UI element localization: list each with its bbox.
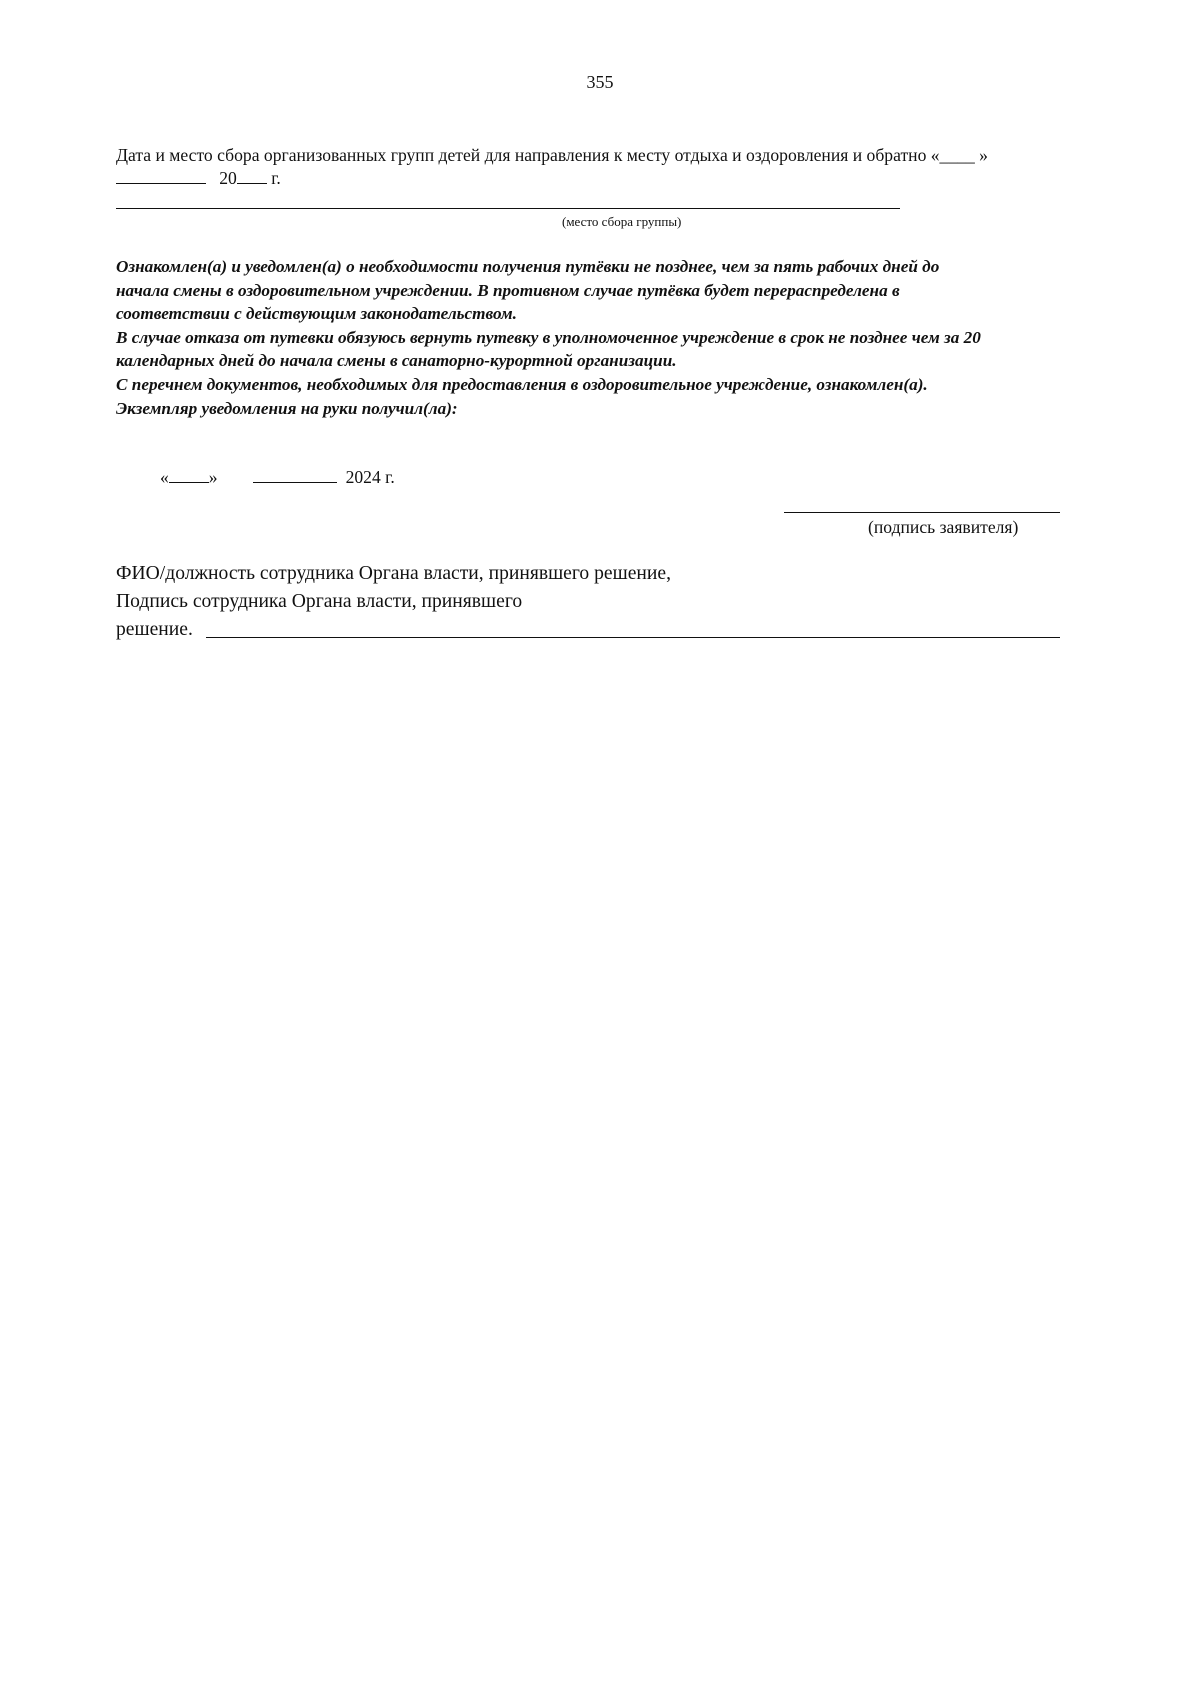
officer-line-2: Подпись сотрудника Органа власти, принявшего — [116, 591, 523, 612]
notice-line: С перечнем документов, необходимых для предоставления в оздоровительное учреждение, ознакомлен(а). — [116, 374, 928, 394]
notice-line: соответствии с действующим законодательством. — [116, 304, 517, 324]
page-number: 355 — [586, 72, 614, 92]
notice-line: календарных дней до начала смены в санаторно-курортной организации. — [116, 351, 677, 371]
officer-signature-line[interactable] — [206, 637, 1060, 638]
year-prefix: 20 — [219, 168, 237, 188]
place-blank-line[interactable] — [116, 208, 900, 209]
assembly-date-line: Дата и место сбора организованных групп детей для направления к месту отдыха и оздоровления и обратно «____ » — [116, 145, 988, 165]
month-blank-field-2[interactable] — [253, 466, 337, 483]
notice-line: Ознакомлен(а) и уведомлен(а) о необходимости получения путёвки не позднее, чем за пять рабочих дней до — [116, 257, 940, 276]
date-close-quote: » — [208, 467, 218, 487]
date-open-quote: « — [160, 467, 169, 487]
signature-date — [160, 466, 395, 488]
day-blank-field[interactable] — [169, 466, 209, 483]
signature-year: 2024 г. — [345, 467, 395, 487]
year-blank-field[interactable] — [237, 167, 267, 184]
notice-line: Экземпляр уведомления на руки получил(ла): — [116, 398, 458, 418]
applicant-signature-caption: (подпись заявителя) — [868, 517, 1019, 537]
notice-line: начала смены в оздоровительном учреждении. В противном случае путёвка будет перераспределена в — [116, 280, 900, 300]
officer-line-3 — [116, 616, 671, 644]
officer-block — [116, 560, 671, 644]
month-blank-field[interactable] — [116, 167, 206, 184]
notice-block — [116, 255, 1156, 420]
applicant-signature-line[interactable] — [784, 512, 1060, 513]
year-suffix: г. — [266, 168, 281, 188]
notice-line: В случае отказа от путевки обязуюсь вернуть путевку в уполномоченное учреждение в срок не позднее чем за 20 — [116, 327, 981, 347]
assembly-date-line-2 — [116, 167, 281, 189]
officer-decision-label: решение. — [116, 619, 193, 640]
place-caption: (место сбора группы) — [562, 214, 682, 229]
officer-line-1: ФИО/должность сотрудника Органа власти, принявшего решение, — [116, 563, 671, 584]
